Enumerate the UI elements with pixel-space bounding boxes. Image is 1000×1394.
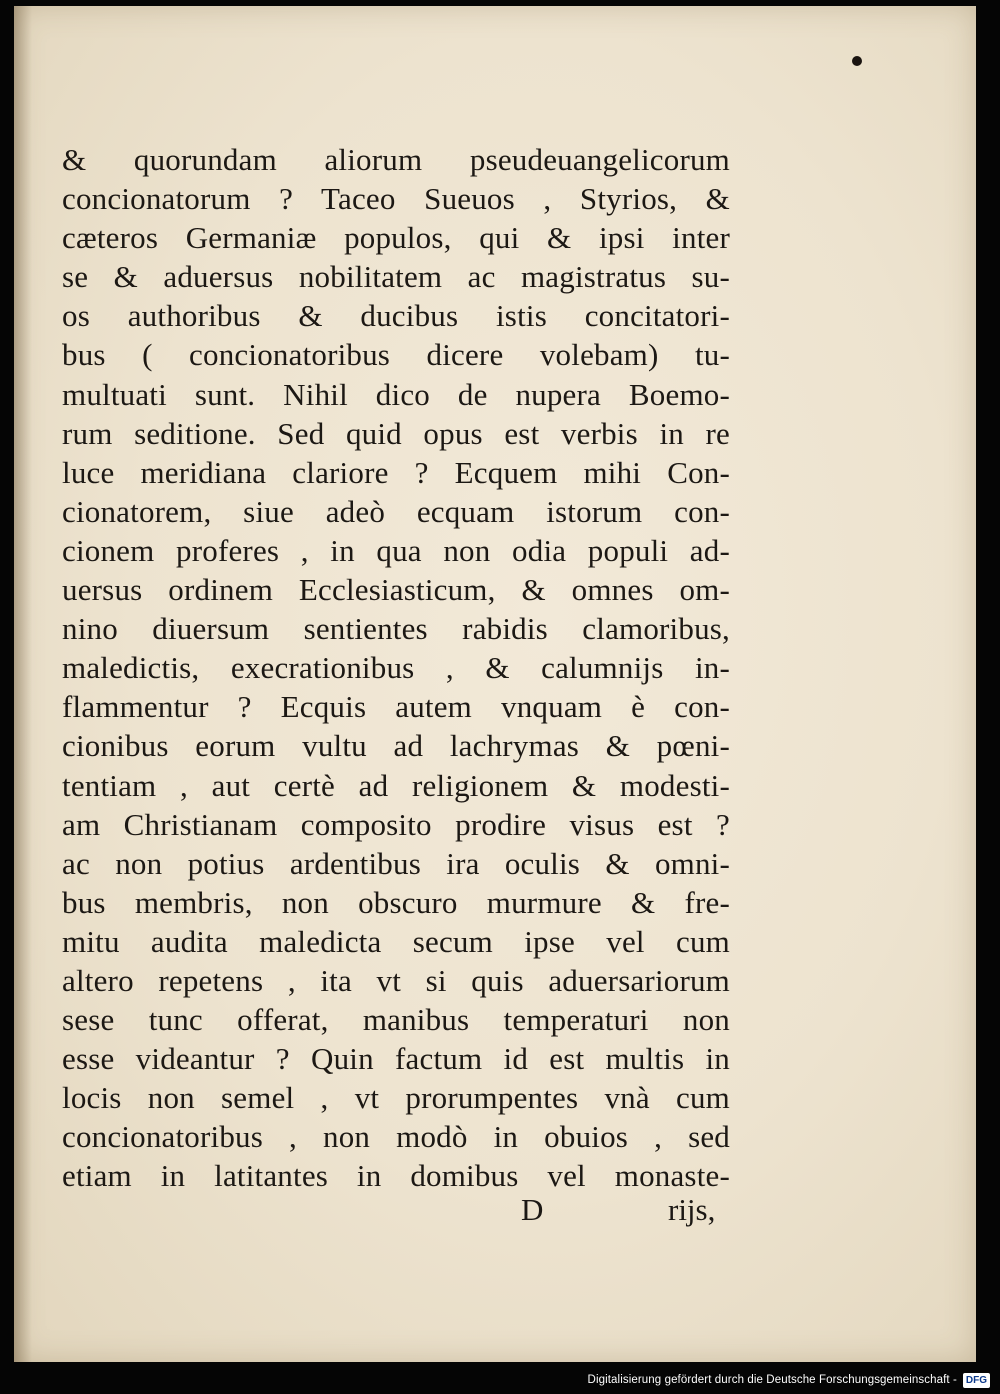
- text-line: concionatorum ? Taceo Sueuos , Styrios, &: [62, 181, 730, 217]
- text-line: cæteros Germaniæ populos, qui & ipsi inter: [62, 220, 730, 256]
- text-line: flammentur ? Ecquis autem vnquam è con-: [62, 689, 730, 725]
- credit-text: Digitalisierung gefördert durch die Deutsche Forschungsgemeinschaft -: [587, 1374, 957, 1386]
- text-line: etiam in latitantes in domibus vel monaste-: [62, 1158, 730, 1194]
- text-line: os authoribus & ducibus istis concitatori-: [62, 298, 730, 334]
- text-line: nino diuersum sentientes rabidis clamoribus,: [62, 611, 730, 647]
- text-line: ac non potius ardentibus ira oculis & omni-: [62, 845, 730, 881]
- dfg-logo-icon: DFG: [963, 1373, 990, 1388]
- text-line: maledictis, execrationibus , & calumnijs in-: [62, 650, 730, 686]
- text-line: rum seditione. Sed quid opus est verbis in re: [62, 415, 730, 451]
- text-line: locis non semel , vt prorumpentes vnà cum: [62, 1080, 730, 1116]
- text-line: se & aduersus nobilitatem ac magistratus su-: [62, 259, 730, 295]
- text-line: cionatorem, siue adeò ecquam istorum con-: [62, 493, 730, 529]
- text-line: multuati sunt. Nihil dico de nupera Boemo-: [62, 376, 730, 412]
- text-line: mitu audita maledicta secum ipse vel cum: [62, 923, 730, 959]
- text-line: tentiam , aut certè ad religionem & modesti-: [62, 767, 730, 803]
- page-foot-line: [0, 1190, 1000, 1230]
- text-line: & quorundam aliorum pseudeuangelicorum: [62, 142, 730, 177]
- ink-spot: [852, 56, 862, 66]
- text-line: bus membris, non obscuro murmure & fre-: [62, 884, 730, 920]
- text-line: am Christianam composito prodire visus est ?: [62, 806, 730, 842]
- text-line: uersus ordinem Ecclesiasticum, & omnes om-: [62, 572, 730, 608]
- text-line: bus ( concionatoribus dicere volebam) tu-: [62, 337, 730, 373]
- catchword: rijs,: [668, 1192, 716, 1227]
- page-edge-shadow: [14, 6, 32, 1362]
- text-line: altero repetens , ita vt si quis aduersariorum: [62, 962, 730, 998]
- text-line: cionem proferes , in qua non odia populi ad-: [62, 532, 730, 568]
- text-line: esse videantur ? Quin factum id est multis in: [62, 1041, 730, 1077]
- text-line: sese tunc offerat, manibus temperaturi non: [62, 1002, 730, 1038]
- body-text: [62, 140, 730, 1196]
- text-line: luce meridiana clariore ? Ecquem mihi Con-: [62, 454, 730, 490]
- text-line: cionibus eorum vultu ad lachrymas & pœni-: [62, 728, 730, 764]
- digitization-credit: [588, 1370, 990, 1390]
- text-line: concionatoribus , non modò in obuios , sed: [62, 1119, 730, 1155]
- signature-mark: D: [521, 1192, 544, 1227]
